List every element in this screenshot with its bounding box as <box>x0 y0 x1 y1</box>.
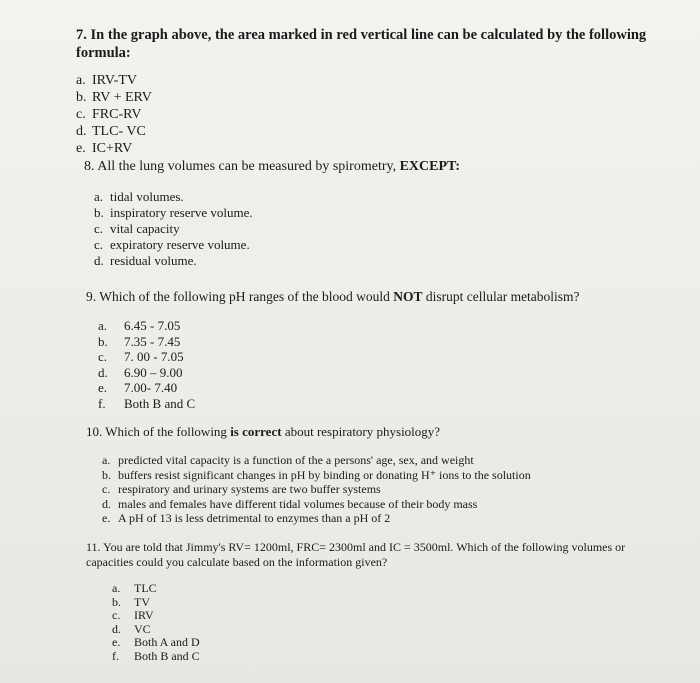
option-letter: f. <box>98 395 106 411</box>
question-11-text-line-2: capacities could you calculate based on the information given? <box>86 555 388 569</box>
question-7 <box>76 26 700 157</box>
option-text: 6.45 - 7.05 <box>124 318 181 333</box>
option-text: buffers resist significant changes in pH by binding or donating H⁺ ions to the solution <box>118 467 531 482</box>
question-8-text <box>84 158 460 176</box>
option-text: A pH of 13 is less detrimental to enzymes than a pH of 2 <box>118 511 391 525</box>
question-9-text-bold: NOT <box>393 289 423 304</box>
question-10-text <box>86 423 531 441</box>
option-item <box>98 380 580 396</box>
option-letter: b. <box>76 90 87 105</box>
question-10-text-plain: 10. Which of the following <box>86 424 231 439</box>
option-item <box>102 468 531 483</box>
option-letter: d. <box>112 621 121 636</box>
option-text: IRV-TV <box>92 73 138 88</box>
option-item <box>112 582 686 596</box>
option-text: FRC-RV <box>92 107 142 122</box>
option-item <box>98 365 580 381</box>
option-text: males and females have different tidal volumes because of their body mass <box>118 496 478 511</box>
option-item <box>76 106 700 123</box>
option-item <box>94 237 460 253</box>
option-item <box>102 511 531 526</box>
option-letter: c. <box>102 482 111 496</box>
option-letter: c. <box>94 237 104 252</box>
question-8-text-bold: EXCEPT: <box>399 159 461 174</box>
option-letter: b. <box>102 467 111 482</box>
option-text: Both A and D <box>134 635 200 649</box>
option-text: residual volume. <box>110 253 197 268</box>
option-letter: a. <box>94 189 104 204</box>
question-9 <box>86 288 580 411</box>
option-text: TLC- VC <box>92 124 146 139</box>
option-text: TLC <box>134 581 157 595</box>
option-letter: f. <box>112 648 119 663</box>
option-text: 7.00- 7.40 <box>124 380 178 395</box>
question-7-options <box>76 72 700 157</box>
option-letter: a. <box>112 581 121 595</box>
option-item <box>94 221 460 237</box>
question-7-text: 7. In the graph above, the area marked in red vertical line can be calculated by the following formula: <box>76 27 647 61</box>
question-9-text-rest: disrupt cellular metabolism? <box>422 289 580 304</box>
option-item <box>98 318 580 334</box>
option-text: Both B and C <box>124 395 196 411</box>
option-letter: c. <box>94 221 104 236</box>
question-9-text <box>86 288 580 306</box>
option-item <box>76 123 700 140</box>
option-item <box>98 334 580 350</box>
option-text: respiratory and urinary systems are two buffer systems <box>118 482 381 496</box>
question-8-options <box>94 189 460 269</box>
option-text: tidal volumes. <box>110 189 184 204</box>
question-10-text-rest: about respiratory physiology? <box>281 424 441 439</box>
option-item <box>102 497 531 512</box>
option-text: 7. 00 - 7.05 <box>124 349 184 364</box>
question-10 <box>86 423 531 526</box>
question-10-text-bold: is correct <box>230 424 282 439</box>
question-11 <box>86 540 686 663</box>
option-letter: b. <box>98 333 108 349</box>
option-letter: e. <box>102 511 111 525</box>
option-item <box>98 396 580 412</box>
option-letter: d. <box>98 364 108 380</box>
option-letter: a. <box>98 318 108 333</box>
option-letter: d. <box>102 496 111 511</box>
option-letter: b. <box>94 205 104 220</box>
option-item <box>112 636 686 650</box>
option-item <box>102 482 531 497</box>
option-text: Both B and C <box>134 648 200 663</box>
option-item <box>112 623 686 637</box>
option-letter: e. <box>76 141 86 156</box>
option-item <box>94 189 460 205</box>
option-item <box>76 89 700 106</box>
option-item <box>94 205 460 221</box>
option-text: RV + ERV <box>92 90 152 105</box>
option-item <box>94 253 460 269</box>
question-11-text-line-1: 11. You are told that Jimmy's RV= 1200ml, FRC= 2300ml and IC = 3500ml. Which of the following volumes or <box>86 540 626 554</box>
option-letter: b. <box>112 594 121 609</box>
option-text: VC <box>134 621 151 636</box>
option-letter: c. <box>112 608 121 622</box>
option-item <box>102 453 531 468</box>
option-text: IRV <box>134 608 154 622</box>
option-item <box>112 609 686 623</box>
option-letter: e. <box>98 380 108 395</box>
option-item <box>76 72 700 89</box>
option-text: IC+RV <box>92 141 133 156</box>
option-letter: a. <box>102 453 111 467</box>
option-text: expiratory reserve volume. <box>110 237 250 252</box>
option-text: TV <box>134 594 150 609</box>
option-text: inspiratory reserve volume. <box>110 205 253 220</box>
option-letter: d. <box>76 124 87 139</box>
question-9-text-plain: 9. Which of the following pH ranges of the blood would <box>86 289 394 304</box>
question-11-text <box>86 540 686 570</box>
option-letter: a. <box>76 73 86 88</box>
option-letter: d. <box>94 253 104 268</box>
option-text: predicted vital capacity is a function of the a persons' age, sex, and weight <box>118 453 474 467</box>
question-10-options <box>102 453 531 526</box>
question-11-options <box>112 582 686 663</box>
question-9-options <box>98 318 580 411</box>
option-text: vital capacity <box>110 221 180 236</box>
question-8-text-plain: 8. All the lung volumes can be measured by spirometry, <box>84 159 400 174</box>
option-item <box>112 650 686 664</box>
option-text: 7.35 - 7.45 <box>124 333 181 349</box>
option-item <box>112 596 686 610</box>
option-item <box>98 349 580 365</box>
question-8 <box>84 158 460 269</box>
option-letter: c. <box>98 349 108 364</box>
option-text: 6.90 – 9.00 <box>124 364 183 380</box>
option-letter: c. <box>76 107 86 122</box>
option-item <box>76 140 700 157</box>
option-letter: e. <box>112 635 121 649</box>
